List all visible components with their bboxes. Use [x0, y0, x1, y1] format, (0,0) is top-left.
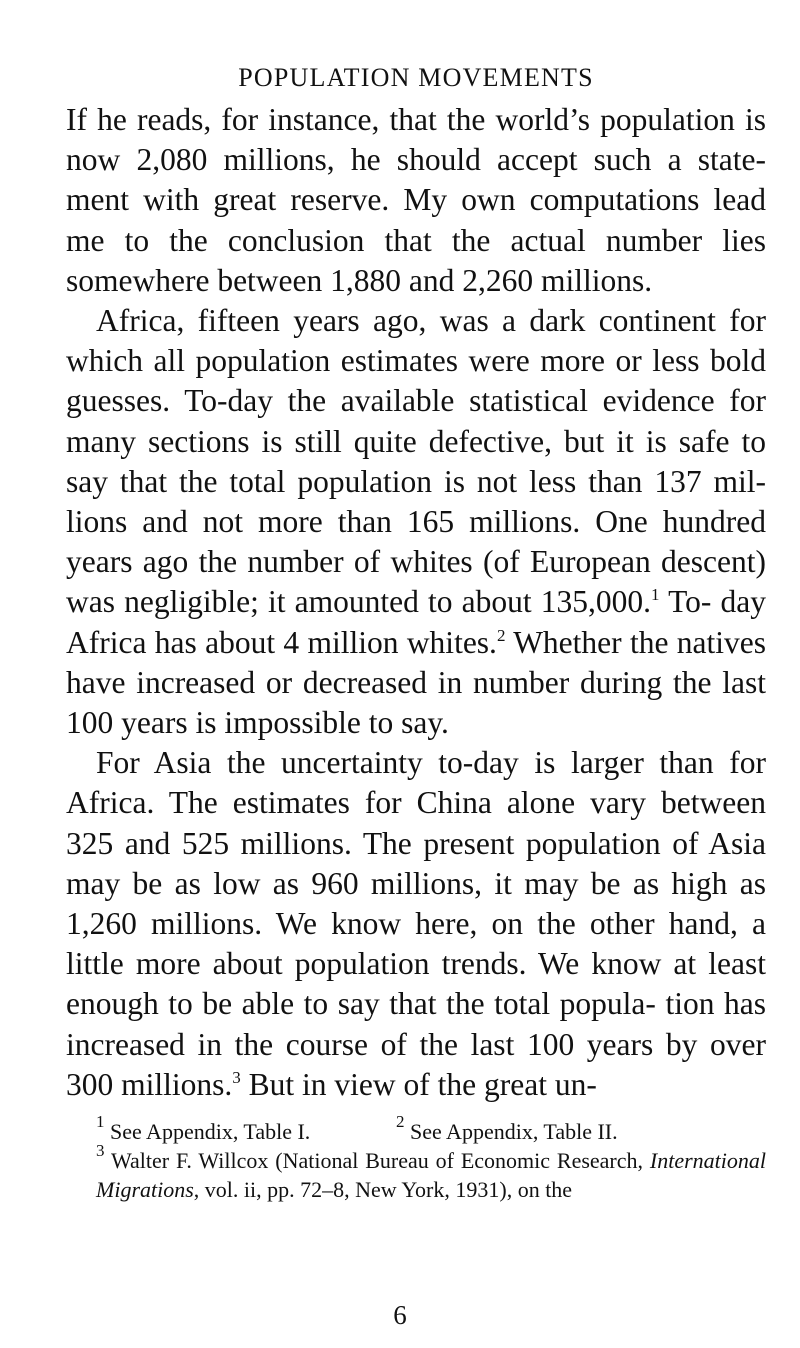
footnote-2 [396, 1112, 618, 1146]
footnote-ref-1: 1 [651, 585, 660, 605]
footnote-3-title: International Migrations [96, 1148, 766, 1203]
paragraph-2 [66, 301, 766, 743]
running-head: POPULATION MOVEMENTS [238, 63, 594, 92]
paragraph-1-text: If he reads, for instance, that the world’s population is now 2,080 millions, he should accept such a state- ment with great reserve. My own computations lead me to the conclusion that the actual number lies somewhere between 1,880 and 2,260 millions. [66, 102, 766, 298]
book-page [66, 62, 766, 1204]
footnote-3-mark: 3 [96, 1141, 105, 1161]
footnote-1-mark: 1 [96, 1112, 105, 1132]
paragraph-3 [66, 743, 766, 1105]
paragraph-2-text-a: Africa, fifteen years ago, was a dark continent for which all population estimates were more or less bold guesses. To-day the available statistical evidence for many sections is still quite defective, but it is safe to say that the total population is not less than 137 mil- lions and not more than 165 millions. One hundred years ago the number of whites (of European descent) was negligible; it amounted to about 135,000. [66, 303, 766, 620]
footnote-row-1-2 [66, 1112, 766, 1146]
paragraph-2-text-b: To- day Africa has about 4 million whites. [66, 584, 766, 660]
footnote-2-text: See Appendix, Table II. [404, 1119, 618, 1145]
paragraph-2-text-c: Whether the natives have increased or decreased in number during the last 100 years is impossible to say. [66, 624, 766, 741]
footnote-ref-2: 2 [496, 625, 506, 645]
footnote-ref-3: 3 [232, 1067, 241, 1087]
footnote-1-text: See Appendix, Table I. [104, 1119, 311, 1145]
footnotes [66, 1112, 766, 1204]
paragraph-1 [66, 100, 766, 301]
paragraph-3-text-b: But in view of the great un- [240, 1066, 597, 1102]
paragraph-3-text-a: For Asia the uncertainty to-day is larger than for Africa. The estimates for China alone vary between 325 and 525 millions. The present population of Asia may be as low as 960 millions, it may be as high as 1,260 millions. We know here, on the other hand, a little more about population trends. We know at least enough to be able to say that the total popula- tion has increased in the course of the last 100 years by over 300 millions. [66, 745, 766, 1102]
footnote-1 [96, 1112, 396, 1146]
body-text [66, 100, 766, 1105]
footnote-3-text-b: , vol. ii, pp. 72–8, New York, 1931), on the [193, 1177, 573, 1203]
footnote-3 [66, 1141, 766, 1204]
footnote-3-text-a: Walter F. Willcox (National Bureau of Economic Research, [104, 1148, 650, 1174]
footnote-2-mark: 2 [396, 1112, 405, 1132]
page-number: 6 [393, 1300, 407, 1330]
